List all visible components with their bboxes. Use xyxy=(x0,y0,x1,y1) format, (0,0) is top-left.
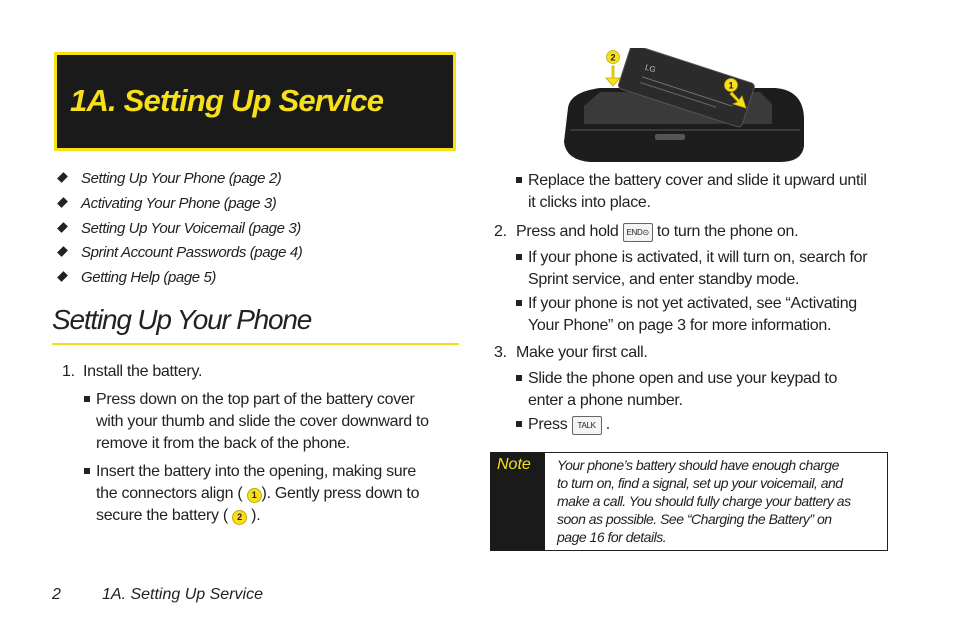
callout-2-icon: 2 xyxy=(232,510,247,525)
step-3-number: 3. xyxy=(494,344,507,361)
section-title: 1A. Setting Up Service xyxy=(70,83,384,118)
callout-1-icon: 1 xyxy=(247,488,262,503)
step-2-bullet-1: If your phone is activated, it will turn on, search for Sprint service, and enter standby mode. xyxy=(516,247,896,291)
arrow-down-icon xyxy=(606,66,620,86)
figure-callout-2-label: 2 xyxy=(610,52,616,63)
toc-item[interactable]: Setting Up Your Phone (page 2) xyxy=(58,170,281,187)
step-1-number: 1. xyxy=(62,363,75,380)
square-bullet-icon xyxy=(516,421,522,427)
step-3-text: Make your first call. xyxy=(516,344,648,361)
diamond-bullet-icon xyxy=(57,197,68,208)
step-1-bullet-2: Insert the battery into the opening, making sure the connectors align ( 1 ). Gently press down to secure the battery ( 2 ). xyxy=(84,461,454,527)
step-2-bullet-2: If your phone is not yet activated, see “Activating Your Phone” on page 3 for more information. xyxy=(516,293,896,337)
square-bullet-icon xyxy=(516,254,522,260)
diamond-bullet-icon xyxy=(57,222,68,233)
end-key-icon: END⊙ xyxy=(623,223,653,242)
toc-item[interactable]: Getting Help (page 5) xyxy=(58,269,216,286)
section-heading: Setting Up Your Phone xyxy=(52,304,312,335)
square-bullet-icon xyxy=(516,177,522,183)
step-2-number: 2. xyxy=(494,223,507,240)
note-text: Your phone’s battery should have enough charge to turn on, find a signal, set up your voicemail, and make a call. You should fully charge your battery as soon as possible. See “Charging the Battery” on page 16 for details. xyxy=(557,457,851,545)
square-bullet-icon xyxy=(84,468,90,474)
step-2-text: Press and hold END⊙ to turn the phone on. xyxy=(516,223,799,240)
phone-button xyxy=(655,134,685,140)
note-label: Note xyxy=(497,456,531,473)
page-number: 2 xyxy=(52,586,61,603)
square-bullet-icon xyxy=(84,396,90,402)
footer-section-title: 1A. Setting Up Service xyxy=(102,586,263,603)
square-bullet-icon xyxy=(516,375,522,381)
toc-item[interactable]: Activating Your Phone (page 3) xyxy=(58,195,276,212)
diamond-bullet-icon xyxy=(57,271,68,282)
replace-cover-bullet: Replace the battery cover and slide it upward until it clicks into place. xyxy=(516,170,896,214)
toc-item[interactable]: Sprint Account Passwords (page 4) xyxy=(58,244,302,261)
diamond-bullet-icon xyxy=(57,172,68,183)
toc-item[interactable]: Setting Up Your Voicemail (page 3) xyxy=(58,220,301,237)
square-bullet-icon xyxy=(516,300,522,306)
step-3-bullet-2: Press TALK . xyxy=(516,414,896,436)
battery-install-figure xyxy=(560,48,810,166)
step-3-bullet-1: Slide the phone open and use your keypad to enter a phone number. xyxy=(516,368,896,412)
svg-text:LG: LG xyxy=(643,62,657,75)
step-1-text: Install the battery. xyxy=(83,363,203,380)
diamond-bullet-icon xyxy=(57,246,68,257)
talk-key-icon: TALK xyxy=(572,416,602,435)
section-title-box xyxy=(54,52,456,151)
heading-rule xyxy=(52,343,459,345)
figure-callout-1-label: 1 xyxy=(728,80,734,91)
step-1-bullet-1: Press down on the top part of the battery cover with your thumb and slide the cover downward to remove it from the back of the phone. xyxy=(84,389,454,455)
